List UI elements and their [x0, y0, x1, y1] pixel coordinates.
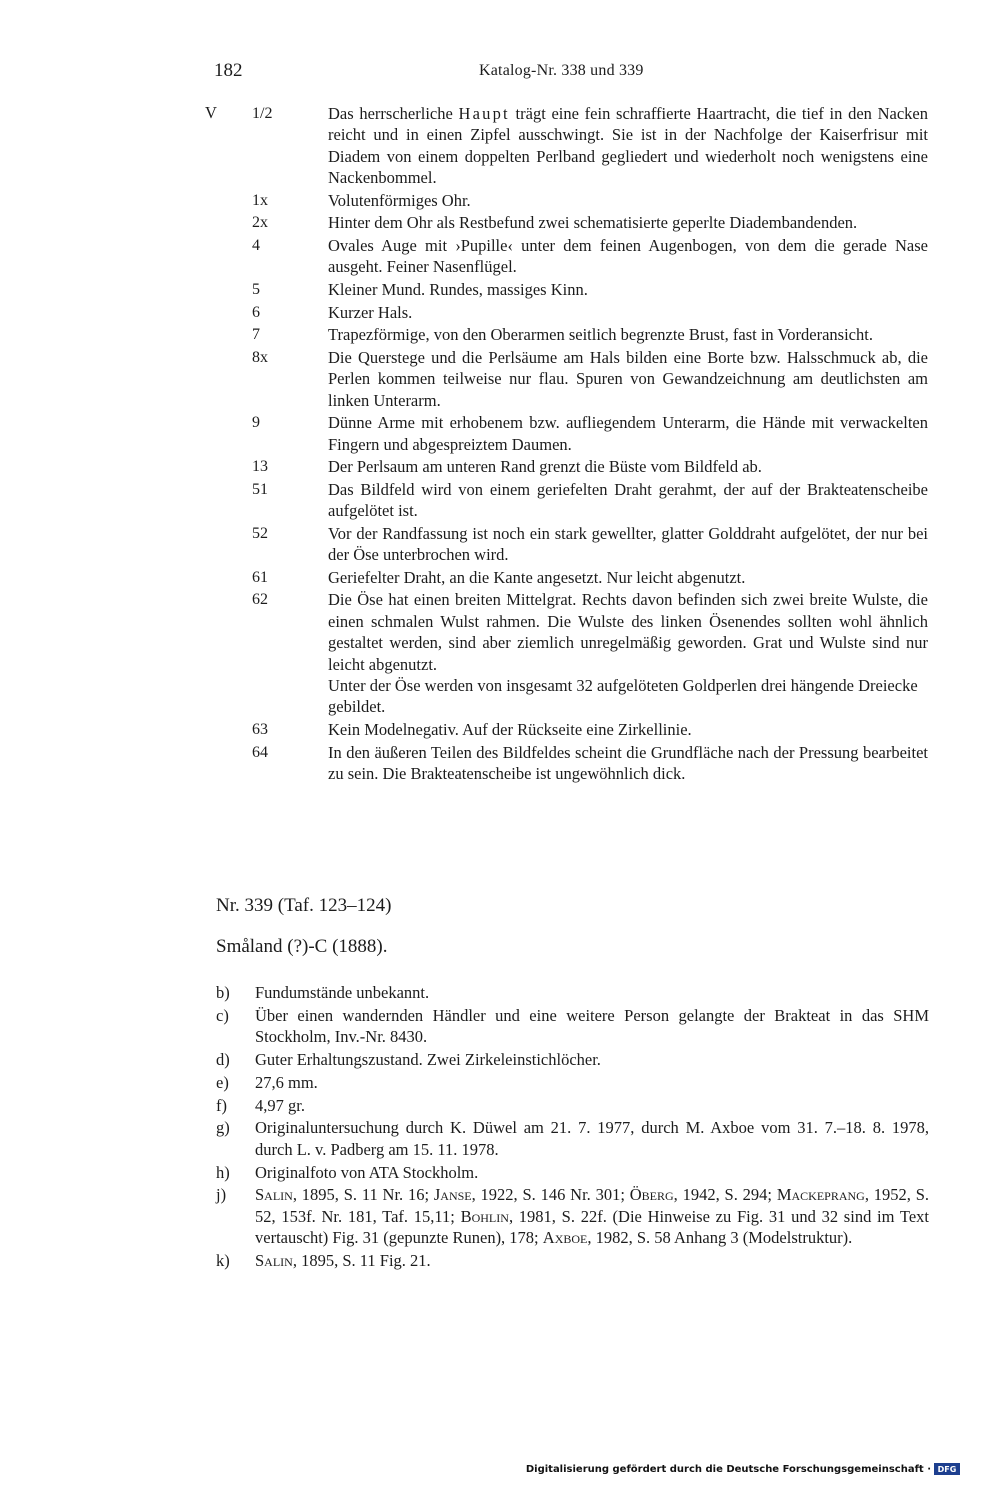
catalog-entries [0, 103, 1000, 786]
catalog-entry [0, 412, 1000, 455]
detail-text: Über einen wandernden Händler und eine weitere Person gelangte der Brakteat in das SHM Stockholm, Inv.-Nr. 8430. [255, 1005, 929, 1047]
entry-number: 5 [252, 281, 260, 298]
entry-text-part: Das herrscherliche [328, 104, 459, 123]
page-number: 182 [214, 60, 243, 81]
detail-key: e) [216, 1072, 229, 1092]
citation-text: , 1922, S. 146 Nr. 301; [471, 1185, 630, 1205]
catalog-entry [0, 235, 1000, 278]
citation-text: , 1895, S. 11 Fig. 21. [292, 1251, 431, 1270]
author-name: Salin [255, 1251, 293, 1270]
author-name: Salin [255, 1185, 293, 1205]
catalog-entry [0, 523, 1000, 566]
catalog-entry [0, 190, 1000, 211]
entry-text: Trapezförmige, von den Oberarmen seitlich begrenzte Brust, fast in Vorderansicht. [328, 325, 873, 345]
entry-number: 1x [252, 191, 268, 209]
entry-number: 52 [252, 524, 268, 542]
detail-key: j) [216, 1185, 227, 1205]
catalog-entry [0, 212, 1000, 233]
entry-number: 64 [252, 743, 268, 761]
entry-text: Geriefelter Draht, an die Kante angesetzt. Nur leicht abgenutzt. [328, 567, 746, 587]
author-name: Janse [433, 1185, 472, 1205]
catalog-entry [0, 279, 1000, 300]
entry-text: Vor der Randfassung ist noch ein stark gewellter, glatter Golddraht aufgelötet, der nur bei der Öse unterbrochen wird. [328, 523, 928, 565]
citation-text: , 1895, S. 11 Nr. 16; [292, 1185, 434, 1205]
entry-text [328, 103, 928, 189]
detail-item [0, 1072, 1000, 1093]
detail-key: f) [216, 1095, 227, 1115]
catalog-entry [0, 302, 1000, 323]
catalog-entry [0, 567, 1000, 588]
entry-number: 63 [252, 721, 268, 738]
entry-number: 6 [252, 303, 260, 321]
catalog-entry [0, 324, 1000, 345]
running-head: Katalog-Nr. 338 und 339 [479, 62, 644, 79]
entry-number: 4 [252, 237, 260, 254]
detail-item [0, 1005, 1000, 1048]
entry-number: 13 [252, 458, 268, 476]
emphasized-word: Haupt [458, 104, 510, 123]
detail-item [0, 1049, 1000, 1070]
catalog-entry [0, 742, 1000, 785]
entry-text: Kein Modelnegativ. Auf der Rückseite eine Zirkellinie. [328, 720, 692, 739]
entry-text: Die Querstege und die Perlsäume am Hals bilden eine Borte bzw. Halsschmuck ab, die Perlen kommen teilweise nur flau. Spuren von Gewandzeichnung am deutlichsten am linken Unterarm. [328, 347, 928, 410]
detail-text: Originalfoto von ATA Stockholm. [255, 1162, 479, 1182]
entry-text: Ovales Auge mit ›Pupille‹ unter dem feinen Augenbogen, von dem die gerade Nase ausgeht. Feiner Nasenflügel. [328, 236, 928, 277]
detail-text: 4,97 gr. [255, 1095, 305, 1115]
entry-number: 62 [252, 591, 268, 609]
citation-text: , 1982, S. 58 Anhang 3 (Modelstruktur). [587, 1228, 853, 1248]
detail-item [0, 1250, 1000, 1271]
author-name: Axboe [542, 1228, 588, 1248]
entry-text: In den äußeren Teilen des Bildfeldes scheint die Grundfläche nach der Pressung bearbeitet zu sein. Die Brakteatenscheibe ist ungewöhnlich dick. [328, 742, 928, 783]
detail-text: Fundumstände unbekannt. [255, 983, 430, 1002]
catalog-entry [0, 719, 1000, 740]
entry-heading: Nr. 339 (Taf. 123–124) [216, 895, 392, 916]
entry-text: Dünne Arme mit erhobenem bzw. aufliegendem Unterarm, die Hände mit verwackelten Fingern und abgespreiztem Daumen. [328, 413, 928, 454]
entry-number: 9 [252, 414, 260, 432]
entry-text: Hinter dem Ohr als Restbefund zwei schematisierte geperlte Diadembandenden. [328, 213, 858, 233]
detail-key: d) [216, 1050, 230, 1069]
detail-key: c) [216, 1005, 229, 1025]
entry-text: Kleiner Mund. Rundes, massiges Kinn. [328, 280, 588, 299]
detail-key: h) [216, 1162, 230, 1182]
entry-place: Småland (?)-C (1888). [216, 936, 388, 957]
detail-item [0, 1162, 1000, 1183]
entry-text-continued: Unter der Öse werden von insgesamt 32 aufgelöteten Goldperlen drei hängende Dreiecke gebildet. [328, 676, 918, 717]
footer [526, 1463, 960, 1475]
detail-item [0, 1117, 1000, 1160]
citation-text: , 1952, S. 52, 153f. Nr. 181, Taf. 15,11; [255, 1185, 929, 1226]
citation-text: , 1942, S. 294; [673, 1185, 777, 1205]
section-mark: V [205, 103, 217, 122]
entry-text: Kurzer Hals. [328, 302, 413, 322]
entry-text: Die Öse hat einen breiten Mittelgrat. Rechts davon befinden sich zwei breite Wulste, die einen schmalen Wulst rahmen. Die Wulste des linken Ösenendes sollten wohl ähnlich gestaltet werden, sind aber ziemlich unregelmäßig geworden. Grat und Wulste sind nur leicht abgenutzt. [328, 590, 928, 674]
citation-text: , 1981, S. 22f. (Die Hinweise zu Fig. 31 und 32 sind im Text vertauscht) Fig. 31 (gepunzte Runen), 178; [255, 1206, 929, 1248]
catalog-entry [0, 456, 1000, 477]
detail-text [255, 1250, 929, 1271]
detail-item [0, 982, 1000, 1003]
author-name: Öberg [629, 1185, 674, 1205]
detail-key: b) [216, 983, 230, 1002]
entry-number: 51 [252, 480, 268, 498]
detail-text [255, 1184, 929, 1248]
detail-key: g) [216, 1118, 230, 1138]
entry-text-part: trägt eine fein schraffierte Haartracht, die tief in den Nacken reicht und in einen Zipfel ausschwingt. Sie ist in der Nachfolge der Kaiserfrisur mit Diadem von einem doppelten Perlband gegliedert und wiederholt noch wenigstens eine Nackenbommel. [328, 104, 928, 188]
dfg-logo: DFG [934, 1463, 960, 1475]
detail-item [0, 1095, 1000, 1116]
entry-number: 2x [252, 214, 268, 232]
detail-key: k) [216, 1251, 230, 1270]
author-name: Bohlin [460, 1206, 509, 1226]
entry-number: 7 [252, 326, 260, 344]
detail-text: 27,6 mm. [255, 1072, 318, 1092]
entry-number: 61 [252, 568, 268, 586]
detail-text: Guter Erhaltungszustand. Zwei Zirkeleinstichlöcher. [255, 1050, 601, 1069]
entry-text: Der Perlsaum am unteren Rand grenzt die Büste vom Bildfeld ab. [328, 457, 762, 477]
catalog-entry [0, 347, 1000, 411]
entry-number: 8x [252, 348, 268, 366]
footer-text: Digitalisierung gefördert durch die Deutsche Forschungsgemeinschaft · [525, 1463, 931, 1475]
catalog-entry [0, 103, 1000, 189]
catalog-entry [0, 479, 1000, 522]
entry-text: Das Bildfeld wird von einem geriefelten Draht gerahmt, der auf der Brakteatenscheibe aufgelötet ist. [328, 479, 928, 521]
catalog-entry [0, 589, 1000, 717]
author-name: Mackeprang [776, 1185, 865, 1205]
entry-number: 1/2 [252, 105, 273, 122]
detail-text: Originaluntersuchung durch K. Düwel am 21. 7. 1977, durch M. Axboe vom 31. 7.–18. 8. 1978, durch L. v. Padberg am 15. 11. 1978. [255, 1118, 929, 1159]
details-list [0, 982, 1000, 1273]
detail-item [0, 1184, 1000, 1248]
entry-text: Volutenförmiges Ohr. [328, 190, 471, 210]
